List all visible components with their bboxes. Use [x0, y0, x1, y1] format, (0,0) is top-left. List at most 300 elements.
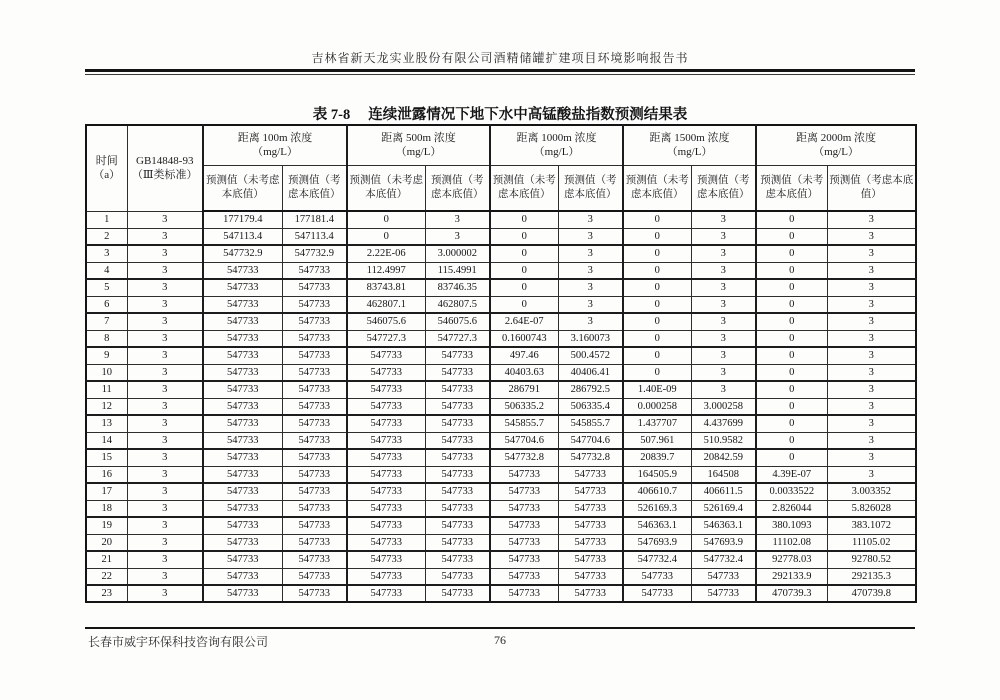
- table-cell: 547733: [425, 500, 490, 517]
- table-cell: 3: [827, 245, 916, 262]
- table-cell: 2.826044: [756, 500, 827, 517]
- table-cell: 547733: [282, 534, 347, 551]
- table-row: [86, 534, 916, 551]
- table-cell: 547733: [203, 551, 282, 568]
- table-cell: 406611.5: [691, 483, 756, 500]
- table-cell: 3: [558, 245, 623, 262]
- prediction-table: [85, 124, 917, 603]
- table-cell: 3: [691, 211, 756, 228]
- table-cell: 547704.6: [490, 432, 558, 449]
- table-cell: 547733: [203, 313, 282, 330]
- subcol-500m-with-baseline: 预测值（考虑本底值）: [425, 165, 490, 211]
- table-cell: 12: [86, 398, 127, 415]
- table-cell: 3: [691, 313, 756, 330]
- table-row: [86, 432, 916, 449]
- page-number: 76: [494, 633, 506, 647]
- table-cell: 547733: [347, 585, 425, 602]
- table-cell: 20842.59: [691, 449, 756, 466]
- table-cell: 547733: [203, 364, 282, 381]
- table-cell: 547733: [490, 517, 558, 534]
- table-cell: 547733: [558, 551, 623, 568]
- table-cell: 3: [558, 228, 623, 245]
- table-cell: 547732.4: [623, 551, 691, 568]
- table-cell: 547733: [203, 415, 282, 432]
- table-row: [86, 262, 916, 279]
- table-cell: 4.39E-07: [756, 466, 827, 483]
- table-cell: 3: [827, 262, 916, 279]
- table-cell: 21: [86, 551, 127, 568]
- table-cell: 3: [558, 262, 623, 279]
- table-cell: 547733: [203, 432, 282, 449]
- table-cell: 3: [127, 381, 203, 398]
- table-cell: 546363.1: [623, 517, 691, 534]
- table-row: [86, 500, 916, 517]
- table-cell: 83743.81: [347, 279, 425, 296]
- table-row: [86, 381, 916, 398]
- group-unit: （mg/L）: [813, 146, 859, 159]
- table-cell: 0: [756, 330, 827, 347]
- col-header-standard: GB14848-93（Ⅲ类标准）: [127, 125, 203, 211]
- table-row: [86, 398, 916, 415]
- table-cell: 547733: [203, 449, 282, 466]
- table-cell: 547733: [558, 466, 623, 483]
- table-row: [86, 449, 916, 466]
- table-cell: 0: [756, 228, 827, 245]
- table-row: [86, 364, 916, 381]
- table-cell: 286791: [490, 381, 558, 398]
- table-cell: 547733: [282, 398, 347, 415]
- table-cell: 0: [490, 296, 558, 313]
- group-header-100m: [203, 125, 347, 165]
- table-cell: 0: [756, 313, 827, 330]
- table-cell: 547733: [347, 534, 425, 551]
- table-cell: 3: [558, 211, 623, 228]
- table-cell: 115.4991: [425, 262, 490, 279]
- table-cell: 3: [558, 279, 623, 296]
- subcol-100m-no-baseline: 预测值（未考虑本底值）: [203, 165, 282, 211]
- table-cell: 547733: [490, 466, 558, 483]
- table-cell: 547733: [282, 415, 347, 432]
- table-cell: 92778.03: [756, 551, 827, 568]
- subcol-2000m-with-baseline: 预测值（考虑本底值）: [827, 165, 916, 211]
- table-cell: 3: [127, 313, 203, 330]
- header-row-groups: [86, 125, 916, 165]
- subcol-1000m-with-baseline: 预测值（考虑本底值）: [558, 165, 623, 211]
- table-cell: 3.160073: [558, 330, 623, 347]
- table-cell: 0: [756, 415, 827, 432]
- table-cell: 547733: [282, 381, 347, 398]
- table-cell: 547733: [203, 381, 282, 398]
- group-label: 距离 500m 浓度: [381, 131, 456, 144]
- table-cell: 0.1600743: [490, 330, 558, 347]
- group-unit: （mg/L）: [252, 146, 298, 159]
- table-title-number: 表 7-8: [312, 107, 351, 123]
- table-cell: 547733: [203, 330, 282, 347]
- table-cell: 545855.7: [558, 415, 623, 432]
- table-cell: 0: [756, 432, 827, 449]
- table-cell: 0: [490, 211, 558, 228]
- table-cell: 11105.02: [827, 534, 916, 551]
- table-cell: 3: [127, 568, 203, 585]
- group-label: 距离 100m 浓度: [237, 131, 313, 144]
- table-cell: 3: [127, 211, 203, 228]
- subcol-500m-no-baseline: 预测值（未考虑本底值）: [347, 165, 425, 211]
- table-cell: 0: [756, 449, 827, 466]
- table-cell: 286792.5: [558, 381, 623, 398]
- table-cell: 462807.5: [425, 296, 490, 313]
- group-header-500m: [347, 125, 490, 165]
- table-cell: 547727.3: [425, 330, 490, 347]
- table-cell: 3.000002: [425, 245, 490, 262]
- table-cell: 17: [86, 483, 127, 500]
- table-cell: 3: [127, 415, 203, 432]
- table-cell: 3: [127, 245, 203, 262]
- table-cell: 547733: [425, 551, 490, 568]
- footer-rule: [85, 627, 915, 629]
- table-cell: 20839.7: [623, 449, 691, 466]
- table-cell: 3: [127, 534, 203, 551]
- table-cell: 3: [425, 228, 490, 245]
- table-cell: 470739.3: [756, 585, 827, 602]
- header-rule: [85, 69, 915, 75]
- table-cell: 547733: [347, 449, 425, 466]
- table-cell: 547733: [425, 585, 490, 602]
- table-cell: 22: [86, 568, 127, 585]
- table-cell: 5: [86, 279, 127, 296]
- table-cell: 547733: [425, 347, 490, 364]
- subcol-2000m-no-baseline: 预测值（未考虑本底值）: [756, 165, 827, 211]
- table-cell: 3: [127, 551, 203, 568]
- table-cell: 497.46: [490, 347, 558, 364]
- table-cell: 3: [827, 313, 916, 330]
- table-cell: 13: [86, 415, 127, 432]
- table-cell: 10: [86, 364, 127, 381]
- col-header-time: [86, 125, 127, 211]
- group-unit: （mg/L）: [666, 146, 713, 159]
- table-cell: 547733: [282, 347, 347, 364]
- table-cell: 526169.3: [623, 500, 691, 517]
- table-cell: 547733: [203, 347, 282, 364]
- table-cell: 547733: [425, 381, 490, 398]
- table-cell: 547733: [425, 534, 490, 551]
- table-cell: 547733: [203, 296, 282, 313]
- table-cell: 1: [86, 211, 127, 228]
- table-cell: 23: [86, 585, 127, 602]
- table-cell: 547733: [203, 262, 282, 279]
- table-row: [86, 517, 916, 534]
- table-cell: 40403.63: [490, 364, 558, 381]
- table-cell: 0: [756, 211, 827, 228]
- running-header: 吉林省新天龙实业股份有限公司酒精储罐扩建项目环境影响报告书: [311, 51, 689, 65]
- table-cell: 510.9582: [691, 432, 756, 449]
- table-row: [86, 483, 916, 500]
- table-cell: 3: [691, 296, 756, 313]
- table-cell: 0: [490, 279, 558, 296]
- table-cell: 0: [490, 228, 558, 245]
- table-cell: 3: [691, 347, 756, 364]
- table-cell: 547733: [558, 534, 623, 551]
- table-cell: 507.961: [623, 432, 691, 449]
- table-cell: 406610.7: [623, 483, 691, 500]
- table-cell: 0: [623, 228, 691, 245]
- table-cell: 547733: [425, 483, 490, 500]
- table-cell: 3: [558, 296, 623, 313]
- table-cell: 3: [127, 432, 203, 449]
- table-cell: 526169.4: [691, 500, 756, 517]
- table-cell: 0: [490, 245, 558, 262]
- table-cell: 3: [558, 313, 623, 330]
- table-cell: 547733: [203, 568, 282, 585]
- table-cell: 164508: [691, 466, 756, 483]
- table-cell: 3: [127, 262, 203, 279]
- table-cell: 11102.08: [756, 534, 827, 551]
- table-cell: 0: [756, 398, 827, 415]
- table-cell: 547733: [282, 449, 347, 466]
- table-cell: 547733: [490, 500, 558, 517]
- table-cell: 547733: [282, 517, 347, 534]
- table-cell: 547733: [490, 568, 558, 585]
- table-cell: 3: [127, 483, 203, 500]
- table-cell: 3: [827, 347, 916, 364]
- table-cell: 547733: [425, 449, 490, 466]
- table-cell: 15: [86, 449, 127, 466]
- table-row: [86, 330, 916, 347]
- table-cell: 547732.8: [490, 449, 558, 466]
- table-title-text: 连续泄露情况下地下水中高锰酸盐指数预测结果表: [368, 107, 688, 123]
- table-cell: 546075.6: [347, 313, 425, 330]
- table-cell: 547733: [425, 432, 490, 449]
- table-cell: 547733: [347, 483, 425, 500]
- table-cell: 0: [347, 228, 425, 245]
- table-cell: 0: [623, 330, 691, 347]
- subcol-1500m-no-baseline: 预测值（未考虑本底值）: [623, 165, 691, 211]
- table-cell: 4.437699: [691, 415, 756, 432]
- group-unit: （mg/L）: [533, 146, 580, 159]
- table-row: [86, 347, 916, 364]
- table-cell: 3: [827, 228, 916, 245]
- table-cell: 0: [756, 364, 827, 381]
- table-cell: 547733: [282, 432, 347, 449]
- table-cell: 547733: [347, 415, 425, 432]
- table-row: [86, 228, 916, 245]
- table-cell: 0: [756, 347, 827, 364]
- table-cell: 0: [490, 262, 558, 279]
- table-cell: 3: [691, 364, 756, 381]
- table-cell: 0: [347, 211, 425, 228]
- time-unit: （a）: [93, 169, 121, 182]
- table-cell: 2.22E-06: [347, 245, 425, 262]
- table-cell: 3: [691, 330, 756, 347]
- table-cell: 547733: [282, 296, 347, 313]
- table-cell: 0: [756, 381, 827, 398]
- table-cell: 547733: [558, 568, 623, 585]
- table-cell: 547733: [203, 279, 282, 296]
- table-cell: 547733: [282, 551, 347, 568]
- table-cell: 4: [86, 262, 127, 279]
- table-cell: 83746.35: [425, 279, 490, 296]
- table-cell: 164505.9: [623, 466, 691, 483]
- table-cell: 3: [691, 279, 756, 296]
- table-row: [86, 296, 916, 313]
- footer-company: 长春市威宇环保科技咨询有限公司: [88, 635, 269, 649]
- table-cell: 547733: [425, 415, 490, 432]
- table-cell: 547733: [490, 534, 558, 551]
- table-cell: 500.4572: [558, 347, 623, 364]
- header-row-subcolumns: [86, 165, 916, 211]
- table-cell: 547733: [425, 466, 490, 483]
- table-cell: 3: [127, 517, 203, 534]
- table-cell: 380.1093: [756, 517, 827, 534]
- table-cell: 547733: [347, 381, 425, 398]
- table-row: [86, 585, 916, 602]
- subcol-1500m-with-baseline: 预测值（考虑本底值）: [691, 165, 756, 211]
- table-cell: 547733: [282, 279, 347, 296]
- table-cell: 3: [691, 245, 756, 262]
- table-cell: 1.40E-09: [623, 381, 691, 398]
- table-row: [86, 415, 916, 432]
- table-cell: 0: [623, 296, 691, 313]
- table-cell: 547733: [490, 483, 558, 500]
- table-cell: 3: [691, 381, 756, 398]
- table-cell: 0: [623, 364, 691, 381]
- table-cell: 547733: [347, 364, 425, 381]
- table-cell: 3: [127, 296, 203, 313]
- table-cell: 547733: [691, 585, 756, 602]
- table-cell: 547733: [282, 313, 347, 330]
- table-cell: 20: [86, 534, 127, 551]
- table-cell: 0: [756, 279, 827, 296]
- table-cell: 3: [425, 211, 490, 228]
- group-label: 距离 1500m 浓度: [649, 131, 730, 144]
- table-cell: 547733: [203, 517, 282, 534]
- table-cell: 3: [127, 398, 203, 415]
- table-cell: 3.003352: [827, 483, 916, 500]
- table-cell: 547733: [282, 364, 347, 381]
- table-row: [86, 211, 916, 228]
- table-cell: 547733: [425, 398, 490, 415]
- table-cell: 547733: [623, 585, 691, 602]
- table-cell: 3: [691, 262, 756, 279]
- table-cell: 14: [86, 432, 127, 449]
- table-cell: 547733: [490, 551, 558, 568]
- table-cell: 547704.6: [558, 432, 623, 449]
- table-cell: 547113.4: [203, 228, 282, 245]
- table-cell: 547732.8: [558, 449, 623, 466]
- table-cell: 3: [127, 364, 203, 381]
- table-cell: 547732.4: [691, 551, 756, 568]
- table-cell: 0.0033522: [756, 483, 827, 500]
- table-cell: 547733: [282, 466, 347, 483]
- table-cell: 547733: [347, 347, 425, 364]
- table-cell: 506335.4: [558, 398, 623, 415]
- table-cell: 177179.4: [203, 211, 282, 228]
- table-cell: 547733: [347, 432, 425, 449]
- group-header-1000m: [490, 125, 623, 165]
- table-cell: 292135.3: [827, 568, 916, 585]
- table-row: [86, 245, 916, 262]
- table-cell: 547733: [203, 500, 282, 517]
- table-cell: 547732.9: [282, 245, 347, 262]
- table-cell: 547733: [282, 483, 347, 500]
- table-cell: 506335.2: [490, 398, 558, 415]
- table-cell: 3: [127, 500, 203, 517]
- table-cell: 3: [827, 398, 916, 415]
- table-cell: 3: [127, 330, 203, 347]
- table-cell: 547733: [347, 398, 425, 415]
- table-cell: 40406.41: [558, 364, 623, 381]
- table-cell: 11: [86, 381, 127, 398]
- table-cell: 3: [127, 466, 203, 483]
- time-label: 时间: [95, 154, 118, 167]
- table-cell: 3: [827, 296, 916, 313]
- table-cell: 547733: [490, 585, 558, 602]
- table-cell: 0: [623, 245, 691, 262]
- table-cell: 7: [86, 313, 127, 330]
- table-cell: 5.826028: [827, 500, 916, 517]
- table-cell: 8: [86, 330, 127, 347]
- table-cell: 3: [827, 211, 916, 228]
- group-header-1500m: [623, 125, 756, 165]
- table-cell: 547733: [347, 500, 425, 517]
- table-cell: 547733: [282, 568, 347, 585]
- table-cell: 0: [623, 313, 691, 330]
- table-cell: 547733: [203, 398, 282, 415]
- table-cell: 0: [756, 245, 827, 262]
- table-cell: 3: [827, 279, 916, 296]
- table-cell: 547733: [558, 500, 623, 517]
- table-cell: 16: [86, 466, 127, 483]
- table-cell: 547733: [558, 483, 623, 500]
- table-cell: 547733: [203, 534, 282, 551]
- table-cell: 547693.9: [623, 534, 691, 551]
- table-cell: 547733: [282, 500, 347, 517]
- table-cell: 18: [86, 500, 127, 517]
- group-label: 距离 2000m 浓度: [795, 131, 877, 144]
- table-cell: 0: [756, 262, 827, 279]
- table-cell: 383.1072: [827, 517, 916, 534]
- table-cell: 547732.9: [203, 245, 282, 262]
- table-cell: 2.64E-07: [490, 313, 558, 330]
- table-cell: 0: [623, 347, 691, 364]
- table-cell: 112.4997: [347, 262, 425, 279]
- table-cell: 547113.4: [282, 228, 347, 245]
- subcol-1000m-no-baseline: 预测值（未考虑本底值）: [490, 165, 558, 211]
- table-cell: 177181.4: [282, 211, 347, 228]
- table-cell: 546363.1: [691, 517, 756, 534]
- table-title: [0, 103, 1000, 124]
- table-cell: 0: [756, 296, 827, 313]
- table-body: [86, 211, 916, 602]
- table-cell: 470739.8: [827, 585, 916, 602]
- table-cell: 3: [127, 279, 203, 296]
- group-label: 距离 1000m 浓度: [516, 131, 597, 144]
- table-cell: 3: [127, 347, 203, 364]
- table-cell: 0: [623, 211, 691, 228]
- table-cell: 547733: [347, 517, 425, 534]
- table-cell: 3: [127, 228, 203, 245]
- table-cell: 3: [127, 585, 203, 602]
- table-cell: 2: [86, 228, 127, 245]
- table-cell: 547733: [282, 262, 347, 279]
- table-cell: 547733: [347, 466, 425, 483]
- group-unit: （mg/L）: [395, 146, 442, 159]
- table-cell: 19: [86, 517, 127, 534]
- table-cell: 0: [623, 262, 691, 279]
- table-cell: 547733: [558, 585, 623, 602]
- table-cell: 462807.1: [347, 296, 425, 313]
- table-cell: 547733: [347, 568, 425, 585]
- table-cell: 3.000258: [691, 398, 756, 415]
